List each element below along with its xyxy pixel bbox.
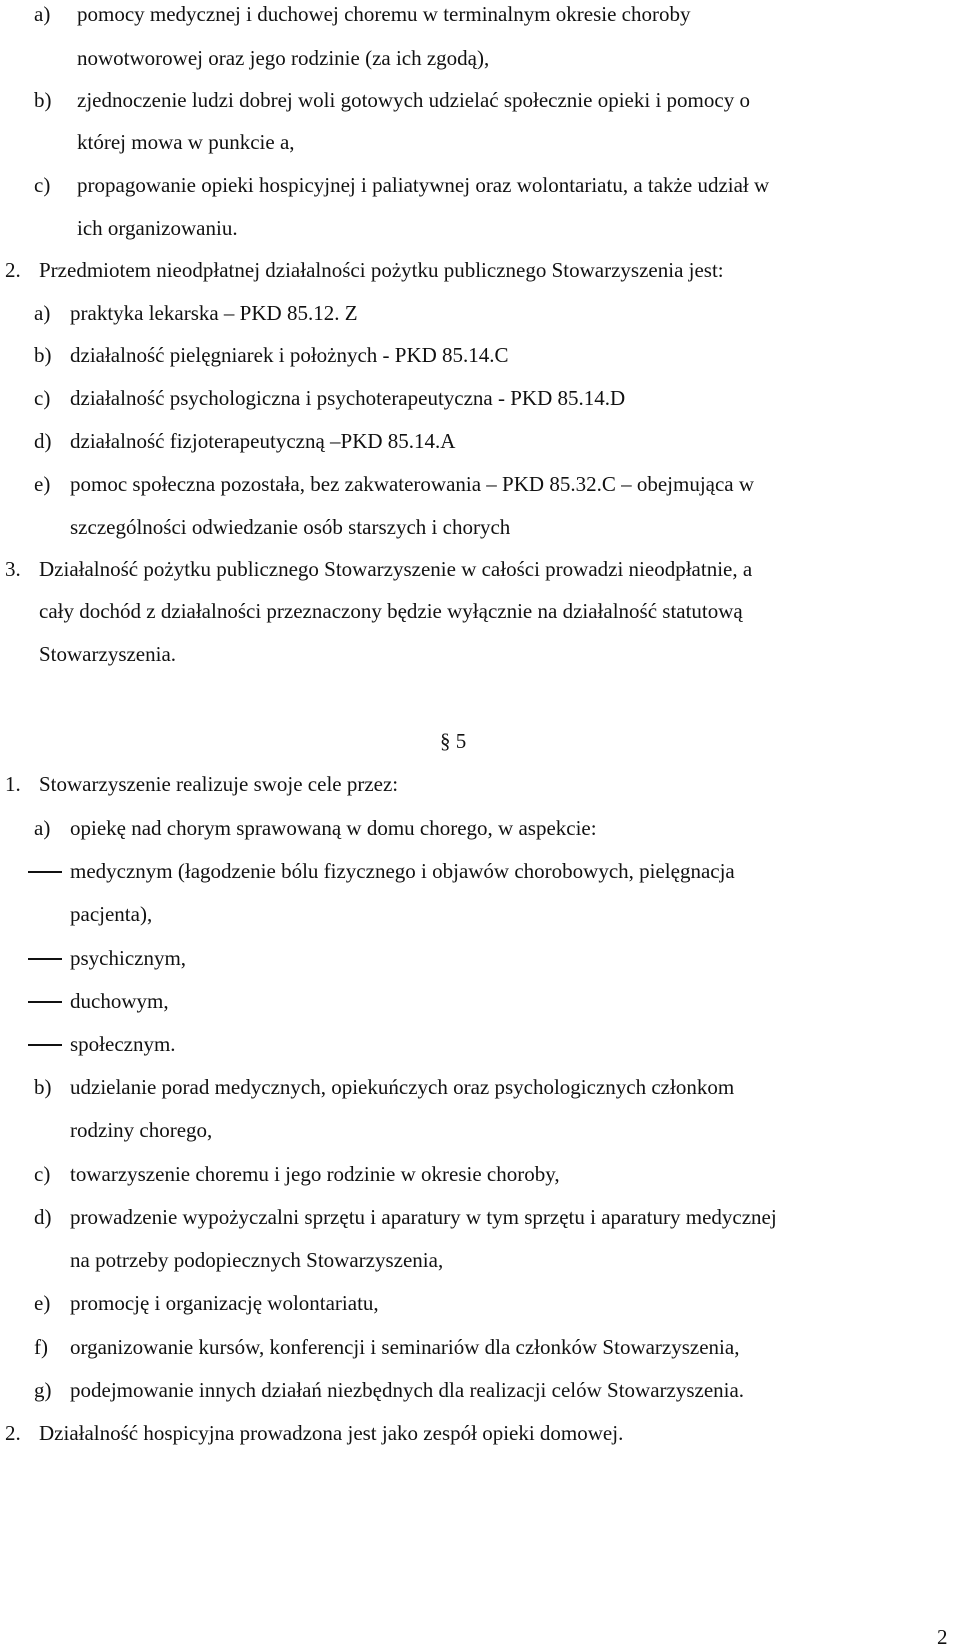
item-b-line-2: której mowa w punkcie a, — [77, 130, 295, 154]
section-5-item-b-line-2: rodziny chorego, — [70, 1118, 213, 1142]
item-c-line-2: ich organizowaniu. — [77, 216, 238, 240]
item-a-line-2: nowotworowej oraz jego rodzinie (za ich zgodą), — [77, 46, 490, 70]
point-2-text: Przedmiotem nieodpłatnej działalności pożytku publicznego Stowarzyszenia jest: — [39, 258, 724, 282]
dash-item-spiritual: duchowym, — [70, 989, 169, 1013]
point-3-line-3: Stowarzyszenia. — [39, 642, 177, 666]
point-2-item-e-line-2: szczególności odwiedzanie osób starszych i chorych — [70, 515, 511, 539]
section-5-marker-e: e) — [34, 1291, 51, 1315]
section-5-point-number-1: 1. — [5, 772, 21, 796]
page-number: 2 — [937, 1625, 948, 1649]
point-3-line-2: cały dochód z działalności przeznaczony będzie wyłącznie na działalność statutową — [39, 599, 743, 623]
section-5-item-c: towarzyszenie choremu i jego rodzinie w okresie choroby, — [70, 1162, 560, 1186]
item-marker-a: a) — [34, 2, 51, 26]
dash-item-medical-line-1: medycznym (łagodzenie bólu fizycznego i objawów chorobowych, pielęgnacja — [70, 859, 735, 883]
point-2-item-c: działalność psychologiczna i psychoterapeutyczna - PKD 85.14.D — [70, 386, 626, 410]
item-marker-b: b) — [34, 88, 52, 112]
section-5-item-d-line-2: na potrzeby podopiecznych Stowarzyszenia, — [70, 1248, 444, 1272]
point-2-marker-e: e) — [34, 472, 51, 496]
section-5-item-a-text: opiekę nad chorym sprawowaną w domu chorego, w aspekcie: — [70, 816, 597, 840]
section-5-marker-b: b) — [34, 1075, 52, 1099]
section-5-marker-d: d) — [34, 1205, 52, 1229]
point-2-item-d: działalność fizjoterapeutyczną –PKD 85.14.A — [70, 429, 456, 453]
point-3-line-1: Działalność pożytku publicznego Stowarzyszenie w całości prowadzi nieodpłatnie, a — [39, 557, 753, 581]
dash-marker — [28, 1001, 62, 1003]
section-5-point-number-2: 2. — [5, 1421, 21, 1445]
section-5-point-1-text: Stowarzyszenie realizuje swoje cele przez: — [39, 772, 399, 796]
item-marker-c: c) — [34, 173, 51, 197]
point-2-item-a: praktyka lekarska – PKD 85.12. Z — [70, 301, 358, 325]
section-5-point-2-text: Działalność hospicyjna prowadzona jest jako zespół opieki domowej. — [39, 1421, 624, 1445]
dash-marker — [28, 871, 62, 873]
item-b-line-1: zjednoczenie ludzi dobrej woli gotowych udzielać społecznie opieki i pomocy o — [77, 88, 750, 112]
point-2-marker-a: a) — [34, 301, 51, 325]
section-5-marker-a: a) — [34, 816, 51, 840]
section-5-item-e: promocję i organizację wolontariatu, — [70, 1291, 379, 1315]
point-2-item-e-line-1: pomoc społeczna pozostała, bez zakwaterowania – PKD 85.32.C – obejmująca w — [70, 472, 755, 496]
point-2-marker-d: d) — [34, 429, 52, 453]
point-2-item-b: działalność pielęgniarek i położnych - PKD 85.14.C — [70, 343, 509, 367]
section-5-marker-f: f) — [34, 1335, 48, 1359]
section-heading: § 5 — [440, 729, 467, 753]
point-number-3: 3. — [5, 557, 21, 581]
section-5-marker-g: g) — [34, 1378, 52, 1402]
dash-item-psychic: psychicznym, — [70, 946, 187, 970]
section-5-item-d-line-1: prowadzenie wypożyczalni sprzętu i aparatury w tym sprzętu i aparatury medycznej — [70, 1205, 777, 1229]
dash-marker — [28, 958, 62, 960]
section-5-item-f: organizowanie kursów, konferencji i seminariów dla członków Stowarzyszenia, — [70, 1335, 740, 1359]
point-number-2: 2. — [5, 258, 21, 282]
point-2-marker-b: b) — [34, 343, 52, 367]
dash-item-social: społecznym. — [70, 1032, 176, 1056]
point-2-marker-c: c) — [34, 386, 51, 410]
dash-item-medical-line-2: pacjenta), — [70, 902, 153, 926]
section-5-marker-c: c) — [34, 1162, 51, 1186]
section-5-item-b-line-1: udzielanie porad medycznych, opiekuńczych oraz psychologicznych członkom — [70, 1075, 735, 1099]
section-5-item-g: podejmowanie innych działań niezbędnych dla realizacji celów Stowarzyszenia. — [70, 1378, 745, 1402]
dash-marker — [28, 1044, 62, 1046]
item-c-line-1: propagowanie opieki hospicyjnej i paliatywnej oraz wolontariatu, a także udział w — [77, 173, 770, 197]
item-a-line-1: pomocy medycznej i duchowej choremu w terminalnym okresie choroby — [77, 2, 691, 26]
